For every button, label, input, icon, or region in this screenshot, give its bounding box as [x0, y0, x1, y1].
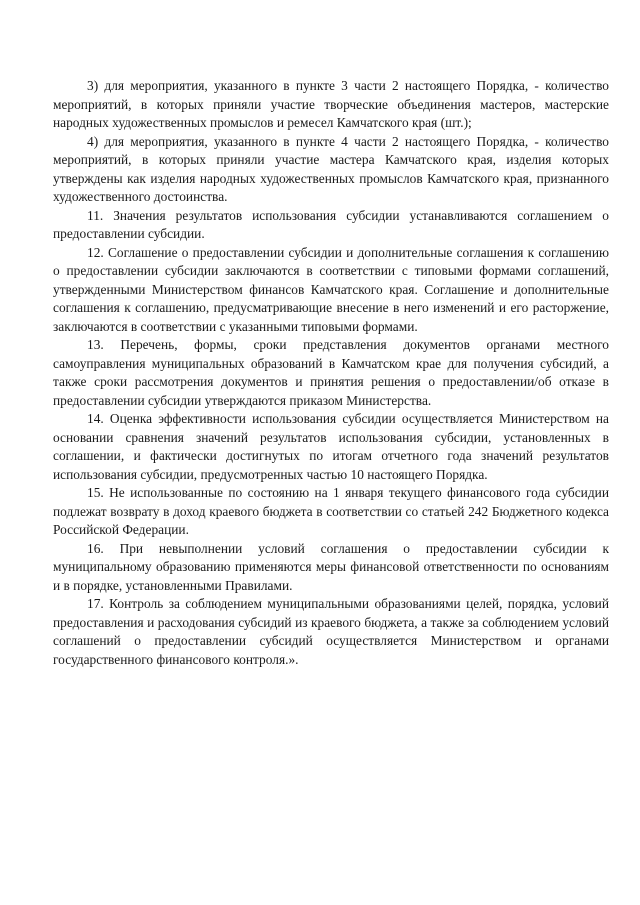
- paragraph-16: 16. При невыполнении условий соглашения о предоставлении субсидии к муниципальному образованию применяются меры финансовой ответственности по основаниям и в порядке, установленными Правилами.: [53, 540, 609, 593]
- paragraph-13: 13. Перечень, формы, сроки представления документов органами местного самоуправления муниципальных образований в Камчатском крае для получения субсидий, а также сроки рассмотрения документов и принятия решения о предоставлении/об отказе в предоставлении субсидии утверждаются приказом Министерства.: [53, 337, 609, 408]
- document-body: [53, 77, 609, 669]
- paragraph-11: 11. Значения результатов использования субсидии устанавливаются соглашением о предоставлении субсидии.: [53, 207, 609, 241]
- paragraph-item-3: 3) для мероприятия, указанного в пункте 3 части 2 настоящего Порядка, - количество мероприятий, в которых приняли участие творческие объединения мастеров, мастерские народных художественных промыслов и ремесел Камчатского края (шт.);: [53, 78, 609, 130]
- paragraph-item-4: 4) для мероприятия, указанного в пункте 4 части 2 настоящего Порядка, - количество мероприятий, в которых приняли участие мастера Камчатского края, изделия которых утверждены как изделия народных художественных промыслов Камчатского края, признанного художественного достоинства.: [53, 133, 609, 204]
- paragraph-12: 12. Соглашение о предоставлении субсидии и дополнительные соглашения к соглашению о предоставлении субсидии заключаются в соответствии с типовыми формами соглашений, утвержденными Министерством финансов Камчатского края. Соглашение и дополнительные соглашения к соглашению, предусматривающие внесение в него изменений и его расторжение, заключаются в соответствии с указанными типовыми формами.: [53, 244, 609, 334]
- paragraph-14: 14. Оценка эффективности использования субсидии осуществляется Министерством на основании сравнения значений результатов использования субсидии, установленных в соглашении, и фактически достигнутых по итогам отчетного года значений результатов использования субсидии, предусмотренных частью 10 настоящего Порядка.: [53, 411, 609, 482]
- paragraph-17: 17. Контроль за соблюдением муниципальными образованиями целей, порядка, условий предоставления и расходования субсидий из краевого бюджета, а также за соблюдением условий соглашений о предоставлении субсидий осуществляется Министерством и органами государственного финансового контроля.».: [53, 596, 609, 667]
- paragraph-15: 15. Не использованные по состоянию на 1 января текущего финансового года субсидии подлежат возврату в доход краевого бюджета в соответствии со статьей 242 Бюджетного кодекса Российской Федерации.: [53, 485, 609, 537]
